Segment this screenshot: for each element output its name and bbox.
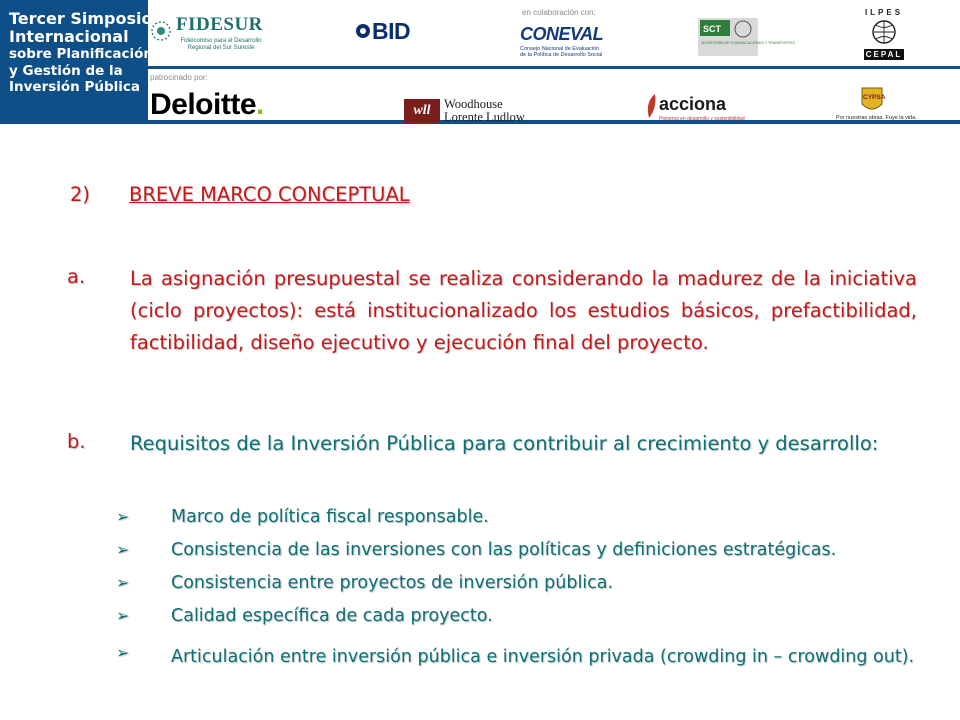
bullet-item: Consistencia de las inversiones con las políticas y definiciones estratégicas. (171, 540, 837, 560)
item-a-text: La asignación presupuestal se realiza considerando la madurez de la iniciativa (ciclo proyectos): está institucionalizado los estudios básicos, prefactibilidad, factibilidad, diseño ejecutivo y ejecución final del proyecto. (130, 267, 917, 354)
sct-subtitle: SECRETARÍA DE COMUNICACIONES Y TRANSPORTES (701, 41, 795, 45)
sct-emblem-icon (698, 18, 795, 56)
sct-name: SCT (703, 24, 721, 34)
fidesur-subtitle: Fideicomiso para el Desarrollo Regional del Sur Sureste (180, 38, 262, 51)
deloitte-logo (150, 88, 264, 122)
acciona-name: acciona (659, 94, 727, 114)
bullet-item: Marco de política fiscal responsable. (171, 507, 489, 527)
bid-emblem-icon (355, 20, 371, 42)
event-title-line: Tercer Simposio (9, 9, 153, 28)
woodhouse-lorente-ludlow-logo (404, 97, 536, 125)
arrow-bullet-icon: ➢ (116, 573, 130, 592)
coneval-name: CONEVAL (520, 24, 604, 44)
arrow-bullet-icon: ➢ (116, 507, 130, 526)
cypsa-emblem-icon (859, 86, 885, 114)
deloitte-name: Deloitte (150, 88, 257, 121)
cypsa-logo (836, 86, 917, 126)
header-divider (148, 66, 960, 69)
deloitte-dot: . (256, 88, 264, 121)
bid-name: BID (372, 18, 411, 44)
arrow-bullet-icon: ➢ (116, 643, 130, 662)
item-a-marker: a. (67, 265, 86, 288)
woodhouse-line2: Lorente Ludlow (444, 110, 525, 124)
fidesur-logo (150, 12, 270, 52)
item-b-marker: b. (67, 430, 86, 453)
woodhouse-mark: wll (404, 99, 440, 123)
bid-logo (355, 18, 425, 44)
cypsa-tagline: Por nuestras obras. Fuye la vida. (836, 115, 917, 121)
woodhouse-line1: Woodhouse (444, 97, 503, 111)
sct-logo (698, 18, 795, 56)
event-title-line: Internacional (9, 27, 129, 46)
fidesur-name: FIDESUR (176, 14, 263, 35)
ilpes-name: ILPES (864, 8, 904, 17)
woodhouse-name (444, 98, 525, 124)
event-title-line: sobre Planificación (9, 46, 153, 62)
cepal-name: CEPAL (865, 50, 903, 59)
arrow-bullet-icon: ➢ (116, 540, 130, 559)
un-globe-icon (870, 18, 898, 46)
section-title: BREVE MARCO CONCEPTUAL (129, 183, 410, 206)
acciona-logo (645, 90, 745, 126)
sponsor-label: patrocinado por: (150, 73, 208, 82)
event-title-line: y Gestión de la (9, 62, 123, 79)
coneval-subtitle: Consejo Nacional de Evaluación de la Política de Desarrollo Social (520, 46, 603, 58)
bullet-item: Consistencia entre proyectos de inversión pública. (171, 573, 614, 593)
event-title-line: Inversión Pública (9, 79, 141, 95)
section-number: 2) (70, 183, 91, 206)
fidesur-emblem-icon (150, 14, 172, 48)
item-b-text: Requisitos de la Inversión Pública para contribuir al crecimiento y desarrollo: (130, 432, 879, 455)
arrow-bullet-icon: ➢ (116, 606, 130, 625)
acciona-leaf-icon (645, 92, 659, 120)
collaboration-label: en colaboración con: (522, 8, 596, 17)
bullet-item: Articulación entre inversión pública e inversión privada (crowding in – crowding out). (171, 647, 915, 667)
coneval-logo (520, 24, 604, 58)
cypsa-name: CYPSA (863, 94, 886, 101)
bullet-item: Calidad específica de cada proyecto. (171, 606, 493, 626)
ilpes-cepal-logo (858, 8, 910, 64)
acciona-subtitle: Pioneros en desarrollo y sostenibilidad (659, 116, 745, 122)
event-title-box (0, 0, 153, 120)
